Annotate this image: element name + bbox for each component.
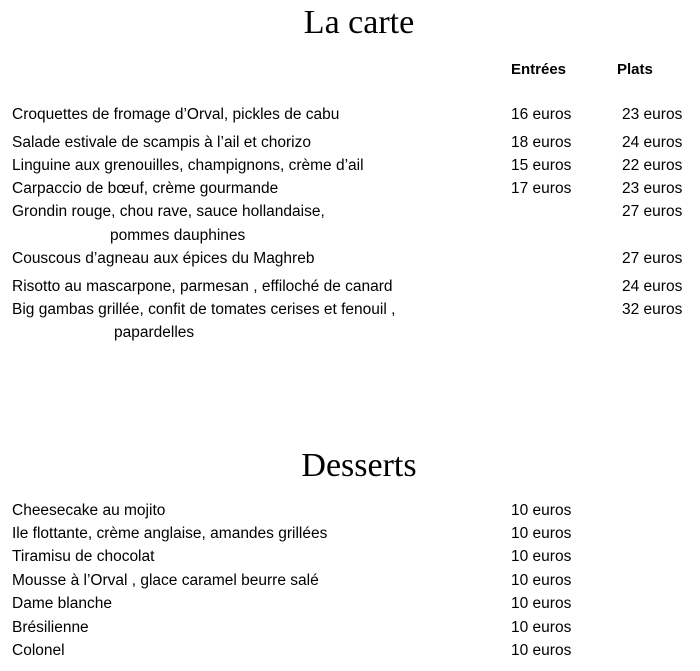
dish-name: Risotto au mascarpone, parmesan , effiloché de canard [12,278,393,295]
dish-name: Linguine aux grenouilles, champignons, crème d’ail [12,157,364,174]
entree-price: 18 euros [511,134,572,151]
column-header-plats: Plats [617,61,653,78]
dish-name-continuation: pommes dauphines [110,227,246,244]
menu-item [0,248,700,270]
column-header-entrees: Entrées [511,61,567,78]
dessert-price: 10 euros [511,502,572,519]
carte-title: La carte [303,4,415,41]
plat-price: 32 euros [622,301,683,318]
dessert-item [0,617,700,639]
dessert-price: 10 euros [511,595,572,612]
menu-item [0,178,700,200]
menu-item [0,104,700,126]
dessert-item [0,640,700,662]
plat-price: 24 euros [622,134,683,151]
dessert-name: Brésilienne [12,619,89,636]
menu-item [0,132,700,154]
dessert-item [0,546,700,568]
dessert-item [0,593,700,615]
dessert-price: 10 euros [511,642,572,659]
dessert-item [0,500,700,522]
dessert-price: 10 euros [511,525,572,542]
dessert-name: Tiramisu de chocolat [12,548,155,565]
dessert-name: Cheesecake au mojito [12,502,166,519]
menu-item [0,299,700,321]
menu-item [0,276,700,298]
dish-name: Salade estivale de scampis à l’ail et chorizo [12,134,311,151]
desserts-title: Desserts [301,447,417,484]
plat-price: 23 euros [622,106,683,123]
dish-name: Croquettes de fromage d’Orval, pickles de cabu [12,106,340,123]
dessert-name: Mousse à l’Orval , glace caramel beurre salé [12,572,319,589]
plat-price: 27 euros [622,203,683,220]
plat-price: 23 euros [622,180,683,197]
entree-price: 15 euros [511,157,572,174]
entree-price: 17 euros [511,180,572,197]
dish-name: Big gambas grillée, confit de tomates cerises et fenouil , [12,301,396,318]
dish-name-continuation: papardelles [114,324,195,341]
dessert-name: Ile flottante, crème anglaise, amandes grillées [12,525,328,542]
dessert-price: 10 euros [511,619,572,636]
plat-price: 24 euros [622,278,683,295]
dessert-price: 10 euros [511,572,572,589]
menu-item [0,155,700,177]
dessert-item [0,523,700,545]
entree-price: 16 euros [511,106,572,123]
dessert-name: Dame blanche [12,595,112,612]
dessert-name: Colonel [12,642,65,659]
dish-name: Couscous d’agneau aux épices du Maghreb [12,250,315,267]
plat-price: 27 euros [622,250,683,267]
dish-name: Grondin rouge, chou rave, sauce hollandaise, [12,203,325,220]
menu-item [0,201,700,223]
dessert-item [0,570,700,592]
dish-name: Carpaccio de bœuf, crème gourmande [12,180,279,197]
dessert-price: 10 euros [511,548,572,565]
plat-price: 22 euros [622,157,683,174]
